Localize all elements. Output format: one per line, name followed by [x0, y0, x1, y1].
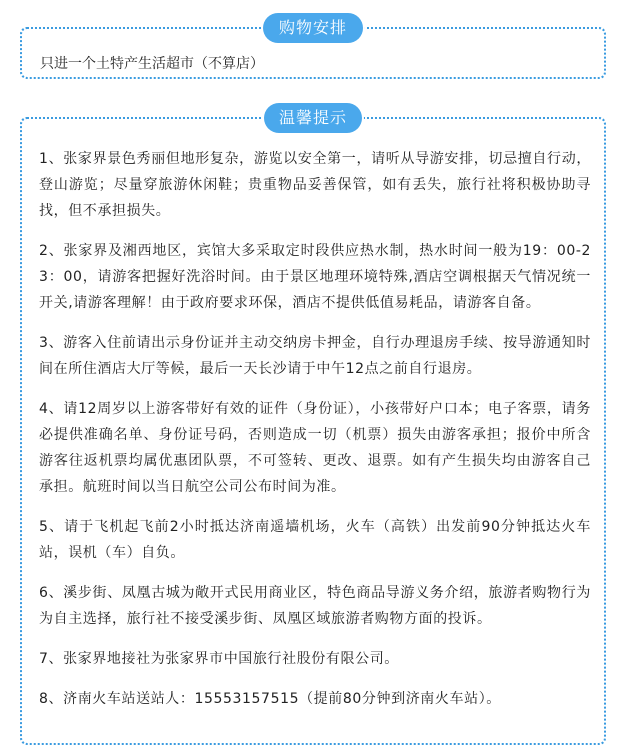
tip-item-5: 5、请于飞机起飞前2小时抵达济南遥墙机场，火车（高铁）出发前90分钟抵达火车站，误机（车）自负。: [39, 519, 591, 561]
tip-item-7: 7、张家界地接社为张家界市中国旅行社股份有限公司。: [39, 651, 399, 667]
tip-item-4: 4、请12周岁以上游客带好有效的证件（身份证），小孩带好户口本；电子客票，请务必提供准确名单、身份证号码，否则造成一切（机票）损失由游客承担；报价中所含游客往返机票均属优惠团队票，不可签转、更改、退票。如有产生损失均由游客自己承担。航班时间以当日航空公司公布时间为准。: [39, 401, 591, 495]
shopping-text: 只进一个土特产生活超市（不算店）: [40, 56, 264, 72]
tip-item-6: 6、溪步街、凤凰古城为敞开式民用商业区，特色商品导游义务介绍，旅游者购物行为为自主选择，旅行社不接受溪步街、凤凰区域旅游者购物方面的投诉。: [39, 585, 591, 627]
tip-item-3: 3、游客入住前请出示身份证并主动交纳房卡押金，自行办理退房手续、按导游通知时间在所住酒店大厅等候，最后一天长沙请于中午12点之前自行退房。: [39, 335, 591, 377]
tips-section: [20, 108, 606, 745]
tip-item-8: 8、济南火车站送站人：15553157515（提前80分钟到济南火车站）。: [39, 691, 501, 707]
tips-list: [39, 146, 591, 726]
tip-item-2: 2、张家界及湘西地区，宾馆大多采取定时段供应热水制，热水时间一般为19：00-23：00，请游客把握好洗浴时间。由于景区地理环境特殊,酒店空调根据天气情况统一开关,请游客理解！由于政府要求环保，酒店不提供低值易耗品，请游客自备。: [39, 243, 591, 311]
tips-title: 温馨提示: [264, 103, 362, 133]
shopping-section: [20, 18, 606, 79]
tip-item-1: 1、张家界景色秀丽但地形复杂，游览以安全第一，请听从导游安排，切忌擅自行动，登山游览；尽量穿旅游休闲鞋；贵重物品妥善保管，如有丢失，旅行社将积极协助寻找，但不承担损失。: [39, 151, 591, 219]
shopping-title: 购物安排: [263, 13, 363, 43]
